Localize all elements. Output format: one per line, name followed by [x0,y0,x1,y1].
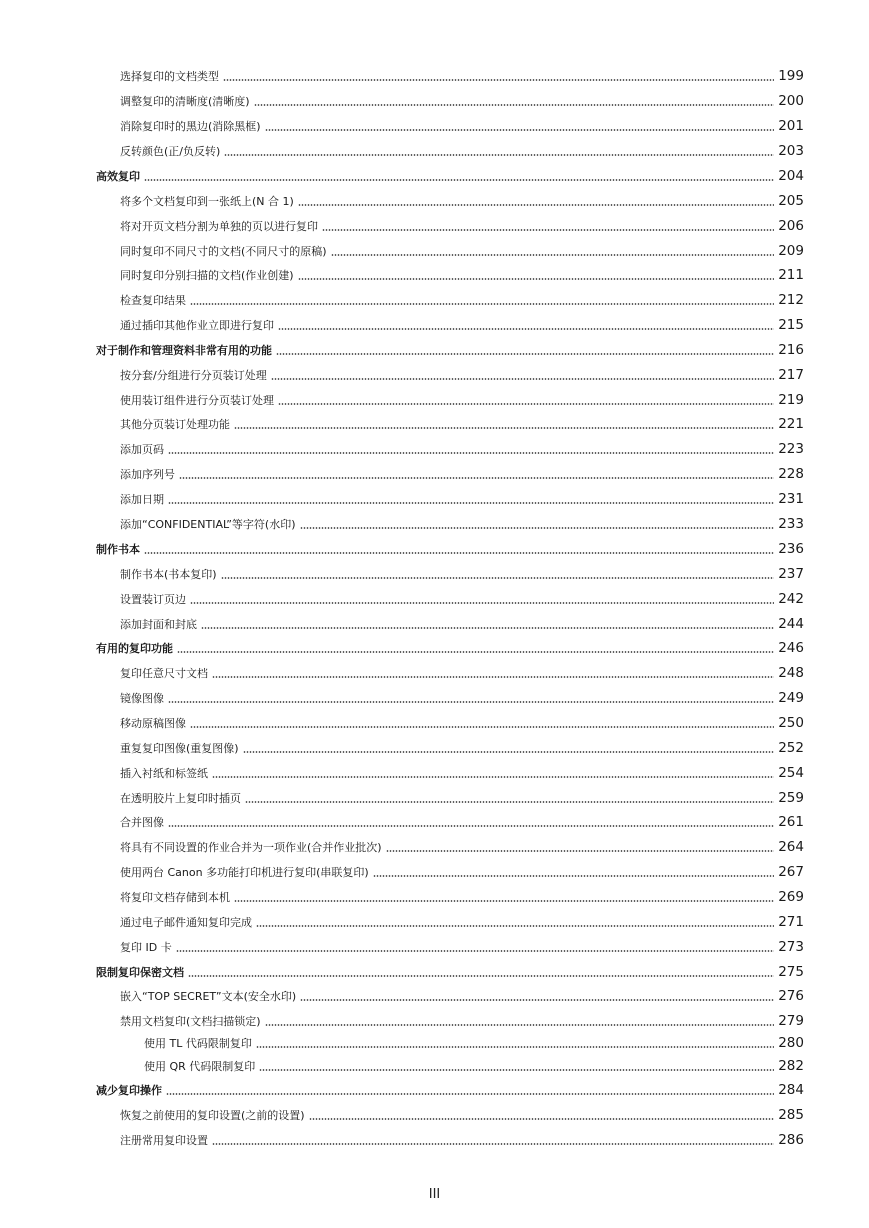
toc-page-number: 259 [778,790,804,806]
toc-entry-title: 添加“CONFIDENTIAL”等字符(水印) [120,518,296,531]
toc-entry-row[interactable] [96,612,804,632]
toc-dot-leader [212,1143,774,1145]
toc-entry-title: 减少复印操作 [96,1084,162,1097]
toc-page-number: 254 [778,765,804,781]
toc-entry-row[interactable] [96,1009,804,1029]
toc-page-number: 231 [778,491,804,507]
toc-page-number: 199 [778,68,804,84]
toc-page-number: 201 [778,118,804,134]
toc-entry-title: 使用 QR 代码限制复印 [144,1060,256,1073]
toc-entry-title: 制作书本(书本复印) [120,568,217,581]
toc-entry-row[interactable] [96,711,804,731]
toc-entry-row[interactable] [96,910,804,930]
toc-entry-title: 设置装订页边 [120,593,186,606]
toc-dot-leader [221,577,775,579]
toc-page-number: 237 [778,566,804,582]
toc-page-number: 233 [778,516,804,532]
toc-entry-title: 将多个文档复印到一张纸上(N 合 1) [120,195,294,208]
toc-entry-row[interactable] [96,736,804,756]
toc-dot-leader [144,179,774,181]
toc-page-number: 204 [778,168,804,184]
toc-entry-title: 使用两台 Canon 多功能打印机进行复印(串联复印) [120,866,369,879]
toc-entry-title: 合并图像 [120,816,164,829]
toc-page-number: 242 [778,591,804,607]
toc-entry-row[interactable] [96,686,804,706]
toc-dot-leader [190,303,774,305]
toc-entry-row[interactable] [96,263,804,283]
toc-entry-row[interactable] [96,1054,804,1074]
toc-page-number: 236 [778,541,804,557]
toc-entry-row[interactable] [96,984,804,1004]
toc-entry-title: 嵌入“TOP SECRET”文本(安全水印) [120,990,297,1003]
toc-dot-leader [212,776,774,778]
toc-page-number: 215 [778,317,804,333]
toc-entry-title: 检查复印结果 [120,294,186,307]
toc-dot-leader [322,229,774,231]
toc-dot-leader [168,825,774,827]
toc-dot-leader [144,552,774,554]
toc-dot-leader [278,328,774,330]
toc-dot-leader [298,278,775,280]
toc-entry-row[interactable] [96,412,804,432]
toc-entry-title: 添加页码 [120,443,164,456]
toc-dot-leader [276,353,774,355]
toc-entry-row[interactable] [96,313,804,333]
toc-entry-title: 按分套/分组进行分页装订处理 [120,369,267,382]
toc-dot-leader [309,1118,775,1120]
toc-entry-row[interactable] [96,885,804,905]
toc-entry-title: 其他分页装订处理功能 [120,418,230,431]
toc-entry-title: 添加序列号 [120,468,175,481]
toc-page-number: 205 [778,193,804,209]
toc-page-number: 250 [778,715,804,731]
toc-entry-row[interactable] [96,437,804,457]
toc-entry-title: 插入衬纸和标签纸 [120,767,208,780]
toc-entry-title: 复印任意尺寸文档 [120,667,208,680]
toc-entry-title: 通过插印其他作业立即进行复印 [120,319,274,332]
toc-entry-title: 有用的复印功能 [96,642,173,655]
toc-section-row[interactable] [96,1078,804,1098]
toc-dot-leader [201,627,774,629]
toc-entry-row[interactable] [96,860,804,880]
page-number: III [428,1187,441,1202]
toc-page-number: 209 [778,243,804,259]
toc-page-number: 246 [778,640,804,656]
toc-page-number: 212 [778,292,804,308]
toc-section-row[interactable] [96,960,804,980]
toc-entry-row[interactable] [96,139,804,159]
toc-dot-leader [190,602,774,604]
toc-dot-leader [265,129,775,131]
toc-section-row[interactable] [96,636,804,656]
toc-entry-title: 调整复印的清晰度(清晰度) [120,95,250,108]
toc-entry-row[interactable] [96,810,804,830]
toc-entry-row[interactable] [96,1128,804,1148]
toc-entry-row[interactable] [96,512,804,532]
toc-entry-row[interactable] [96,288,804,308]
toc-entry-title: 消除复印时的黑边(消除黑框) [120,120,261,133]
toc-entry-title: 制作书本 [96,543,140,556]
toc-entry-title: 恢复之前使用的复印设置(之前的设置) [120,1109,305,1122]
toc-entry-title: 同时复印不同尺寸的文档(不同尺寸的原稿) [120,245,327,258]
toc-page-number: 279 [778,1013,804,1029]
toc-entry-title: 限制复印保密文档 [96,966,184,979]
toc-entry-row[interactable] [96,835,804,855]
toc-page-number: 269 [778,889,804,905]
toc-page-number: 217 [778,367,804,383]
toc-dot-leader [265,1024,775,1026]
toc-dot-leader [168,452,774,454]
toc-section-row[interactable] [96,164,804,184]
toc-page-number: 264 [778,839,804,855]
toc-page-number: 261 [778,814,804,830]
toc-page-number: 280 [778,1035,804,1051]
toc-entry-row[interactable] [96,562,804,582]
toc-section-row[interactable] [96,537,804,557]
toc-entry-row[interactable] [96,64,804,84]
toc-entry-row[interactable] [96,1031,804,1051]
toc-page-number: 248 [778,665,804,681]
toc-dot-leader [300,527,775,529]
toc-page-number: 219 [778,392,804,408]
toc-entry-row[interactable] [96,487,804,507]
toc-entry-title: 将具有不同设置的作业合并为一项作业(合并作业批次) [120,841,382,854]
toc-dot-leader [177,651,774,653]
toc-dot-leader [278,403,774,405]
toc-dot-leader [188,975,774,977]
toc-dot-leader [179,477,774,479]
toc-page-number: 273 [778,939,804,955]
toc-entry-row[interactable] [96,661,804,681]
toc-entry-title: 使用 TL 代码限制复印 [144,1037,252,1050]
toc-entry-row[interactable] [96,89,804,109]
toc-page-number: 285 [778,1107,804,1123]
toc-entry-title: 镜像图像 [120,692,164,705]
toc-entry-row[interactable] [96,786,804,806]
toc-entry-title: 将对开页文档分割为单独的页以进行复印 [120,220,318,233]
toc-dot-leader [243,751,775,753]
toc-dot-leader [254,104,775,106]
toc-entry-row[interactable] [96,587,804,607]
toc-dot-leader [190,726,774,728]
toc-dot-leader [256,1046,774,1048]
toc-entry-title: 添加日期 [120,493,164,506]
toc-entry-title: 添加封面和封底 [120,618,197,631]
toc-entry-row[interactable] [96,388,804,408]
toc-entry-row[interactable] [96,239,804,259]
toc-entry-title: 复印 ID 卡 [120,941,172,954]
toc-dot-leader [212,676,774,678]
toc-entry-title: 通过电子邮件通知复印完成 [120,916,252,929]
toc-entry-title: 高效复印 [96,170,140,183]
toc-dot-leader [223,79,774,81]
toc-entry-row[interactable] [96,1103,804,1123]
toc-dot-leader [298,204,774,206]
toc-entry-row[interactable] [96,761,804,781]
toc-dot-leader [331,254,775,256]
toc-dot-leader [300,999,774,1001]
toc-page-number: 228 [778,466,804,482]
toc-entry-row[interactable] [96,189,804,209]
toc-entry-title: 移动原稿图像 [120,717,186,730]
toc-page-number: 249 [778,690,804,706]
toc-entry-title: 在透明胶片上复印时插页 [120,792,241,805]
toc-entry-title: 对于制作和管理资料非常有用的功能 [96,344,272,357]
toc-dot-leader [234,427,774,429]
toc-dot-leader [234,900,774,902]
toc-page-number: 203 [778,143,804,159]
toc-dot-leader [256,925,774,927]
toc-entry-title: 选择复印的文档类型 [120,70,219,83]
toc-dot-leader [259,1069,774,1071]
toc-page-number: 275 [778,964,804,980]
toc-entry-title: 使用装订组件进行分页装订处理 [120,394,274,407]
toc-entry-title: 同时复印分别扫描的文档(作业创建) [120,269,294,282]
toc-entry-title: 反转颜色(正/负反转) [120,145,221,158]
toc-page-number: 244 [778,616,804,632]
toc-page-number: 223 [778,441,804,457]
toc-page-number: 276 [778,988,804,1004]
toc-page-number: 282 [778,1058,804,1074]
toc-page-number: 206 [778,218,804,234]
toc-entry-title: 重复复印图像(重复图像) [120,742,239,755]
toc-dot-leader [168,502,774,504]
toc-dot-leader [271,378,775,380]
toc-entry-row[interactable] [96,935,804,955]
toc-dot-leader [373,875,775,877]
toc-dot-leader [176,950,775,952]
toc-section-row[interactable] [96,338,804,358]
toc-page-number: 267 [778,864,804,880]
toc-page-number: 211 [778,267,804,283]
toc-page-number: 200 [778,93,804,109]
toc-entry-row[interactable] [96,462,804,482]
toc-entry-row[interactable] [96,114,804,134]
toc-page-number: 271 [778,914,804,930]
toc-page-number: 286 [778,1132,804,1148]
toc-dot-leader [168,701,774,703]
toc-entry-title: 注册常用复印设置 [120,1134,208,1147]
toc-entry-row[interactable] [96,214,804,234]
toc-entry-title: 将复印文档存储到本机 [120,891,230,904]
toc-entry-title: 禁用文档复印(文档扫描锁定) [120,1015,261,1028]
toc-dot-leader [386,850,775,852]
toc-dot-leader [245,801,774,803]
toc-entry-row[interactable] [96,363,804,383]
toc-page-number: 252 [778,740,804,756]
toc-dot-leader [224,154,774,156]
toc-page-number: 216 [778,342,804,358]
toc-page-number: 284 [778,1082,804,1098]
toc-dot-leader [166,1093,774,1095]
toc-page-number: 221 [778,416,804,432]
